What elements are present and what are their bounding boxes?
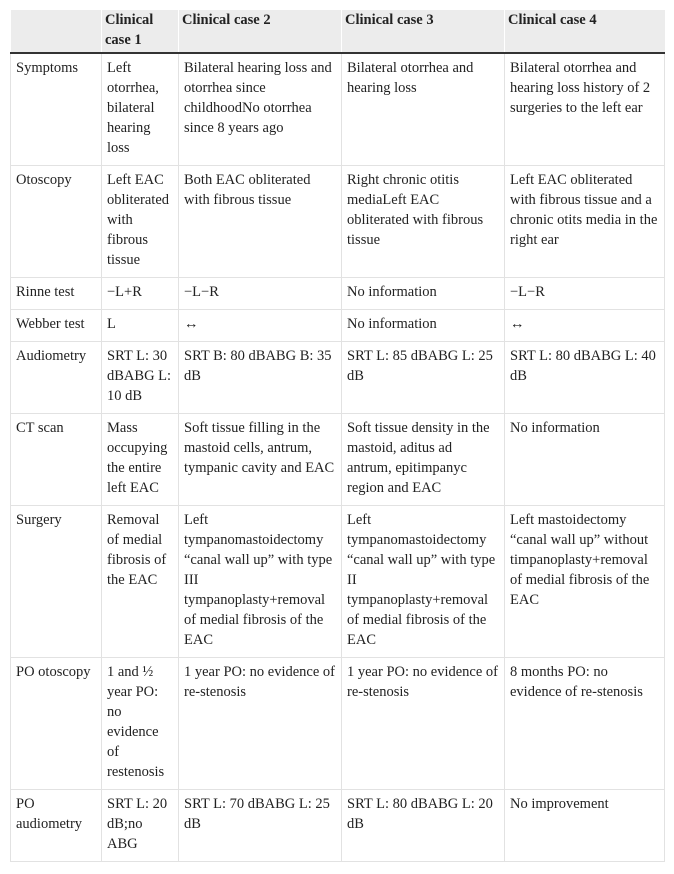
cell-case-1: Left EAC obliterated with fibrous tissue (102, 166, 179, 278)
cell-case-2: Soft tissue filling in the mastoid cells, antrum, tympanic cavity and EAC (179, 414, 342, 506)
table-row-po-otoscopy (11, 658, 665, 790)
cell-case-1: 1 and ½ year PO: no evidence of restenosis (102, 658, 179, 790)
row-label: Surgery (11, 506, 102, 658)
cell-case-4: No information (505, 414, 665, 506)
cell-case-3: Soft tissue density in the mastoid, aditus ad antrum, epitimpanyc region and EAC (342, 414, 505, 506)
row-label: Audiometry (11, 342, 102, 414)
cell-case-4: −L−R (505, 278, 665, 310)
cell-case-3: Left tympanomastoidectomy “canal wall up” with type II tympanoplasty+removal of medial fibrosis of the EAC (342, 506, 505, 658)
cell-case-4: Left EAC obliterated with fibrous tissue and a chronic otits media in the right ear (505, 166, 665, 278)
header-row (11, 10, 665, 53)
cell-case-3: Right chronic otitis mediaLeft EAC obliterated with fibrous tissue (342, 166, 505, 278)
table-row-ct-scan (11, 414, 665, 506)
cell-case-2: Both EAC obliterated with fibrous tissue (179, 166, 342, 278)
cell-case-1: −L+R (102, 278, 179, 310)
table-body (11, 53, 665, 862)
row-label: Symptoms (11, 53, 102, 166)
header-clinical-case-1: Clinical case 1 (102, 10, 179, 53)
cell-case-2: −L−R (179, 278, 342, 310)
cell-case-2: ↔ (179, 310, 342, 342)
cell-case-1: Mass occupying the entire left EAC (102, 414, 179, 506)
cell-case-2: SRT L: 70 dBABG L: 25 dB (179, 790, 342, 862)
cell-case-1: Removal of medial fibrosis of the EAC (102, 506, 179, 658)
table-row-symptoms (11, 53, 665, 166)
cell-case-3: SRT L: 85 dBABG L: 25 dB (342, 342, 505, 414)
table-row-po-audiometry (11, 790, 665, 862)
cell-case-3: Bilateral otorrhea and hearing loss (342, 53, 505, 166)
cell-case-3: No information (342, 310, 505, 342)
header-corner (11, 10, 102, 53)
clinical-cases-table (10, 10, 665, 862)
cell-case-1: SRT L: 30 dBABG L: 10 dB (102, 342, 179, 414)
cell-case-4: SRT L: 80 dBABG L: 40 dB (505, 342, 665, 414)
table-row-otoscopy (11, 166, 665, 278)
cell-case-4: No improvement (505, 790, 665, 862)
row-label: CT scan (11, 414, 102, 506)
cell-case-3: SRT L: 80 dBABG L: 20 dB (342, 790, 505, 862)
table-row-rinne-test (11, 278, 665, 310)
cell-case-3: No information (342, 278, 505, 310)
table-row-audiometry (11, 342, 665, 414)
cell-case-4: 8 months PO: no evidence of re-stenosis (505, 658, 665, 790)
cell-case-1: Left otorrhea, bilateral hearing loss (102, 53, 179, 166)
header-clinical-case-3: Clinical case 3 (342, 10, 505, 53)
cell-case-4: Left mastoidectomy “canal wall up” without timpanoplasty+removal of medial fibrosis of the EAC (505, 506, 665, 658)
row-label: Rinne test (11, 278, 102, 310)
cell-case-2: 1 year PO: no evidence of re-stenosis (179, 658, 342, 790)
table-row-surgery (11, 506, 665, 658)
table-header (11, 10, 665, 53)
cell-case-3: 1 year PO: no evidence of re-stenosis (342, 658, 505, 790)
cell-case-1: L (102, 310, 179, 342)
cell-case-4: ↔ (505, 310, 665, 342)
row-label: Otoscopy (11, 166, 102, 278)
header-clinical-case-4: Clinical case 4 (505, 10, 665, 53)
cell-case-1: SRT L: 20 dB;no ABG (102, 790, 179, 862)
row-label: PO otoscopy (11, 658, 102, 790)
row-label: Webber test (11, 310, 102, 342)
cell-case-4: Bilateral otorrhea and hearing loss history of 2 surgeries to the left ear (505, 53, 665, 166)
cell-case-2: Left tympanomastoidectomy “canal wall up” with type III tympanoplasty+removal of medial fibrosis of the EAC (179, 506, 342, 658)
row-label: PO audiometry (11, 790, 102, 862)
cell-case-2: SRT B: 80 dBABG B: 35 dB (179, 342, 342, 414)
cell-case-2: Bilateral hearing loss and otorrhea since childhoodNo otorrhea since 8 years ago (179, 53, 342, 166)
header-clinical-case-2: Clinical case 2 (179, 10, 342, 53)
table-row-webber-test (11, 310, 665, 342)
